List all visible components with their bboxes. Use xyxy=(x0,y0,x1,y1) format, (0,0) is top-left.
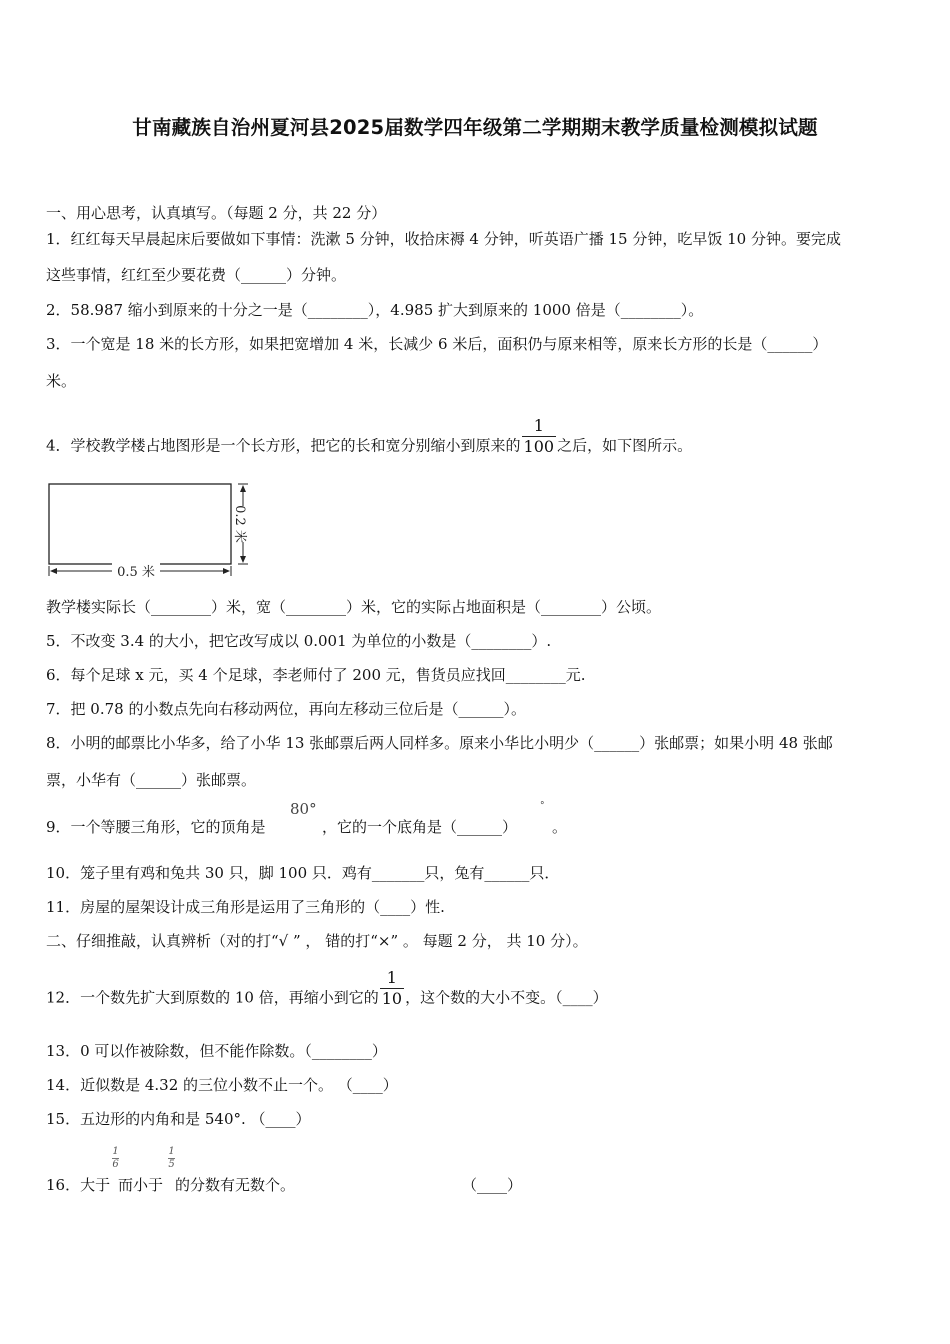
question-9 xyxy=(46,816,266,837)
fraction-numerator: 1 xyxy=(386,968,397,987)
page-title: 甘南藏族自治州夏河县2025届数学四年级第二学期期末教学质量检测模拟试题 xyxy=(132,116,818,139)
question-4-line-1 xyxy=(46,416,693,465)
question-9-text-a: 9．一个等腰三角形，它的顶角是 xyxy=(46,818,266,836)
figure-width-label: 0.5 米 xyxy=(117,565,155,580)
figure-height-label: 0.2 米 xyxy=(232,505,247,543)
fraction-1-5 xyxy=(168,1147,175,1170)
question-12-text-a: 12．一个数先扩大到原数的 10 倍，再缩小到它的 xyxy=(46,988,379,1007)
question-9-text-b: ，它的一个底角是（______） xyxy=(322,818,518,836)
fraction-1-100 xyxy=(522,418,557,455)
question-14: 14．近似数是 4.32 的三位小数不止一个。 （____） xyxy=(46,1076,398,1094)
question-1-line-1: 1．红红每天早晨起床后要做如下事情：洗漱 5 分钟，收拾床褥 4 分钟，听英语广播 15 分钟，吃早饭 10 分钟。要完成 xyxy=(46,230,841,248)
question-7: 7．把 0.78 的小数点先向右移动两位，再向左移动三位后是（______）。 xyxy=(46,700,526,718)
rectangle-figure xyxy=(44,476,259,581)
section-1-heading: 一、用心思考，认真填写。（每题 2 分，共 22 分） xyxy=(46,204,387,222)
question-16-answer-blank: （____） xyxy=(462,1176,523,1194)
fraction-denominator: 100 xyxy=(523,437,555,456)
question-9-text-c: 。 xyxy=(552,818,568,836)
question-12-text-b: ，这个数的大小不变。（____） xyxy=(405,988,608,1007)
fraction-denominator: 6 xyxy=(112,1159,119,1170)
degree-mark: ° xyxy=(540,801,545,811)
question-5: 5．不改变 3.4 的大小，把它改写成以 0.001 为单位的小数是（________）. xyxy=(46,632,552,650)
question-16-text-a: 16．大于 xyxy=(46,1176,111,1194)
angle-80-degrees: 80° xyxy=(290,800,317,818)
question-15: 15．五边形的内角和是 540°. （____） xyxy=(46,1110,311,1128)
question-16-text-b: 而小于 xyxy=(118,1176,164,1194)
question-16-text-c: 的分数有无数个。 xyxy=(175,1176,296,1194)
fraction-1-10 xyxy=(380,970,404,1007)
question-3-line-1: 3．一个宽是 18 米的长方形，如果把宽增加 4 米，长减少 6 米后，面积仍与原来相等，原来长方形的长是（______） xyxy=(46,335,828,353)
fraction-numerator: 1 xyxy=(533,416,544,435)
fraction-denominator: 5 xyxy=(168,1159,175,1170)
question-4-line-2: 教学楼实际长（________）米，宽（________）米，它的实际占地面积是（________）公顷。 xyxy=(46,598,662,616)
question-8-line-2: 票，小华有（______）张邮票。 xyxy=(46,771,257,789)
question-1-line-2: 这些事情，红红至少要花费（______）分钟。 xyxy=(46,266,347,284)
question-2: 2．58.987 缩小到原来的十分之一是（________），4.985 扩大到原来的 1000 倍是（________）。 xyxy=(46,301,704,319)
question-3-line-2: 米。 xyxy=(46,372,77,390)
fraction-1-6 xyxy=(112,1147,119,1170)
fraction-denominator: 10 xyxy=(381,989,403,1008)
fraction-numerator: 1 xyxy=(168,1146,175,1157)
question-12 xyxy=(46,968,608,1017)
question-8-line-1: 8．小明的邮票比小华多，给了小华 13 张邮票后两人同样多。原来小华比小明少（______）张邮票；如果小明 48 张邮 xyxy=(46,734,833,752)
question-6: 6．每个足球 x 元，买 4 个足球，李老师付了 200 元，售货员应找回________元. xyxy=(46,666,586,684)
question-10: 10．笼子里有鸡和兔共 30 只，脚 100 只．鸡有_______只，兔有______只． xyxy=(46,864,560,882)
section-2-heading: 二、仔细推敲，认真辨析（对的打“√ ” ， 错的打“×” 。 每题 2 分， 共 10 分）。 xyxy=(46,932,588,950)
question-11: 11．房屋的屋架设计成三角形是运用了三角形的（____）性. xyxy=(46,898,445,916)
fraction-numerator: 1 xyxy=(112,1146,119,1157)
question-13: 13．0 可以作被除数，但不能作除数。（________） xyxy=(46,1042,387,1060)
question-4-text-b: 之后，如下图所示。 xyxy=(557,436,693,455)
question-4-text-a: 4．学校教学楼占地图形是一个长方形，把它的长和宽分别缩小到原来的 xyxy=(46,436,521,455)
